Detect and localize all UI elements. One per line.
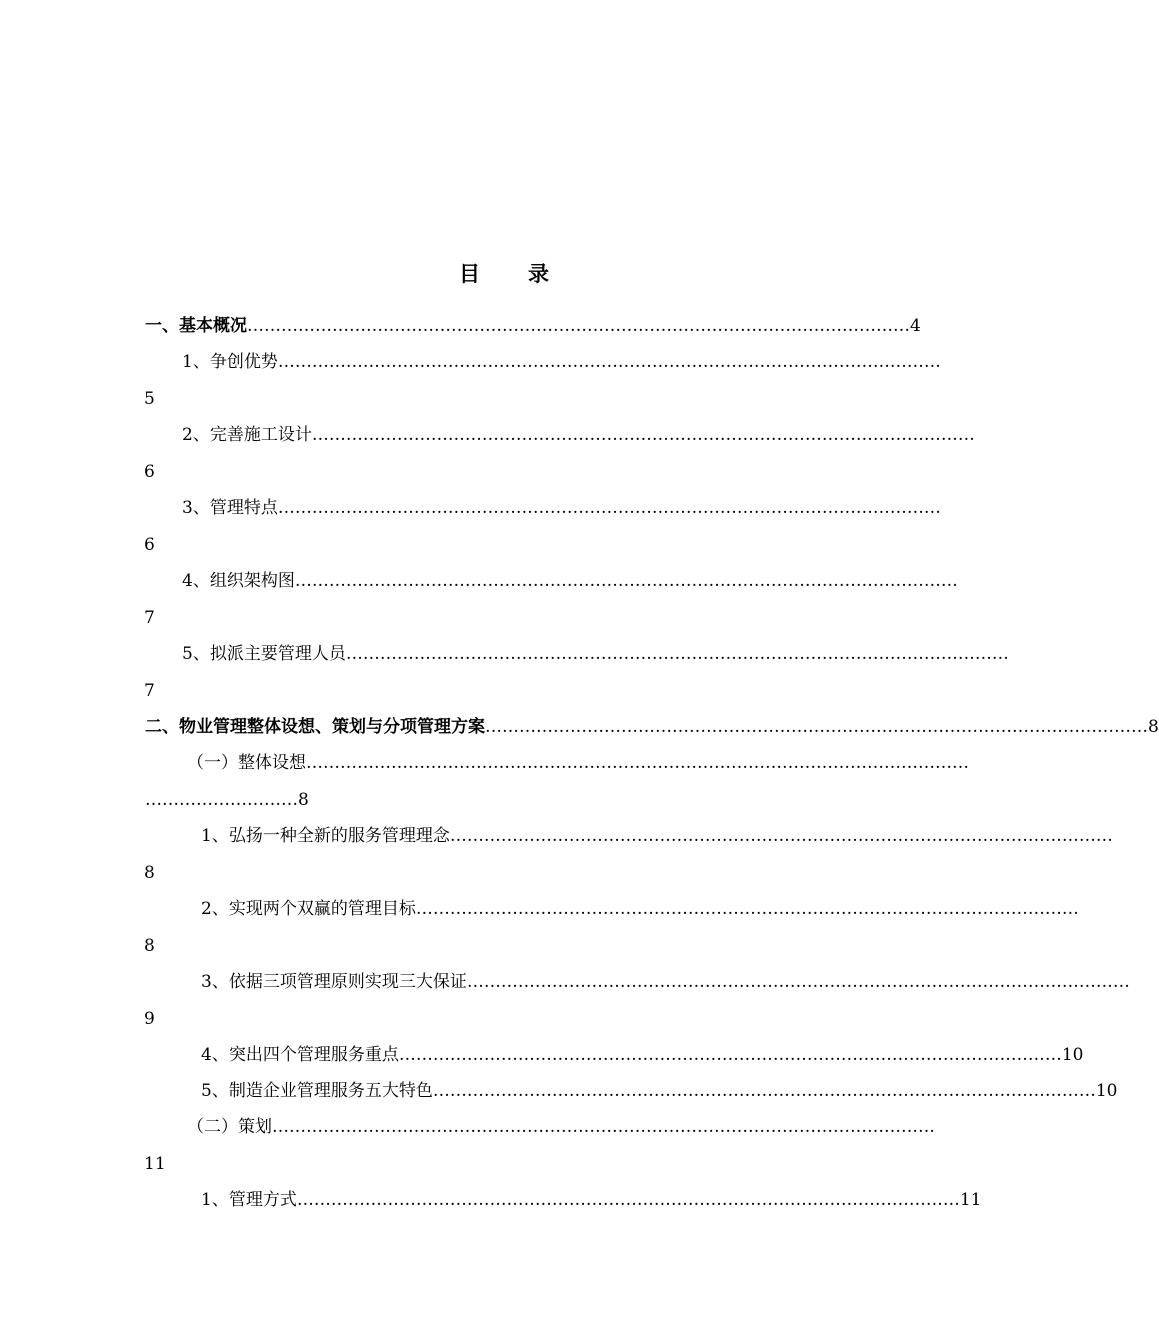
toc-title — [0, 258, 1008, 288]
toc-entry-label: 一、基本概况 — [145, 316, 247, 336]
toc-page-number: 8 — [1148, 717, 1159, 737]
toc-entry[interactable] — [0, 568, 958, 594]
toc-leader-dots: ……………………………………………………………………………………………………… — [311, 425, 975, 445]
toc-entry[interactable] — [0, 823, 1113, 849]
toc-leader-dots: ……………………………………………………………………………………………………… — [277, 352, 941, 372]
toc-page-number: 4 — [910, 316, 921, 336]
toc-entry[interactable] — [0, 495, 941, 521]
toc-entry[interactable] — [0, 896, 1079, 922]
toc-page-number-wrapped: 6 — [144, 535, 155, 555]
toc-leader-dots: ……………………………………………………………………………………………………… — [432, 1081, 1096, 1101]
toc-entry[interactable] — [0, 1042, 1084, 1068]
toc-leader-dots: ……………………………………………………………………………………………………… — [277, 498, 941, 518]
toc-leader-dots: ……………………………………………………………………………………………………… — [449, 826, 1113, 846]
toc-entry-label: 1、管理方式 — [201, 1190, 297, 1210]
toc-entry-label: 2、完善施工设计 — [182, 425, 312, 445]
toc-entry[interactable] — [0, 1187, 982, 1213]
toc-entry-label: 4、突出四个管理服务重点 — [201, 1045, 399, 1065]
toc-page-number-wrapped: 7 — [144, 608, 155, 628]
toc-title-char-1: 目 — [459, 262, 480, 286]
toc-page-number-wrapped: 9 — [144, 1009, 155, 1029]
toc-page-number: 11 — [959, 1190, 982, 1210]
toc-entry-label: 5、制造企业管理服务五大特色 — [201, 1081, 433, 1101]
toc-entry[interactable] — [0, 714, 1159, 740]
toc-entry-label: 2、实现两个双赢的管理目标 — [201, 899, 416, 919]
toc-leader-dots: ……………………………………………………………………………………………………… — [485, 717, 1148, 737]
toc-page-number: 10 — [1095, 1081, 1118, 1101]
toc-entry[interactable] — [0, 422, 975, 448]
toc-entry-label: 二、物业管理整体设想、策划与分项管理方案 — [145, 717, 485, 737]
toc-entry-label: 3、依据三项管理原则实现三大保证 — [201, 972, 467, 992]
toc-entry[interactable] — [0, 750, 969, 776]
toc-entry[interactable] — [0, 1114, 935, 1140]
toc-entry-label: 1、争创优势 — [182, 352, 278, 372]
toc-page-number-wrapped: 8 — [144, 863, 155, 883]
toc-title-char-2: 录 — [528, 262, 549, 286]
toc-leader-dots: ……………………………………………………………………………………………………… — [247, 316, 910, 336]
toc-entry-label: 3、管理特点 — [182, 498, 278, 518]
toc-entry-label: 4、组织架构图 — [182, 571, 295, 591]
toc-page-number-wrapped: 7 — [144, 681, 155, 701]
toc-entry-label: （二）策划 — [187, 1117, 272, 1137]
toc-entry-label: （一）整体设想 — [187, 753, 306, 773]
toc-page-number-wrapped: 5 — [144, 389, 155, 409]
toc-leader-dots: ……………………………………………………………………………………………………… — [306, 753, 969, 773]
toc-leader-dots: ……………………………………………………………………………………………………… — [345, 644, 1009, 664]
toc-entry[interactable] — [0, 969, 1130, 995]
toc-leader-dots: ……………………………………………………………………………………………………… — [272, 1117, 935, 1137]
toc-leader-dots: ……………………………………………………………………………………………………… — [466, 972, 1130, 992]
toc-page-number-wrapped: 11 — [144, 1154, 166, 1174]
toc-entry[interactable] — [0, 349, 941, 375]
toc-leader-dots: ……………………………………………………………………………………………………… — [398, 1045, 1062, 1065]
toc-entry-continuation — [0, 787, 309, 813]
toc-page-number: 10 — [1061, 1045, 1084, 1065]
toc-leader-dots: ……………………………………………………………………………………………………… — [415, 899, 1079, 919]
toc-entry[interactable] — [0, 1078, 1118, 1104]
toc-entry-label: 1、弘扬一种全新的服务管理理念 — [201, 826, 450, 846]
toc-leader-dots: ……………………………………………………………………………………………………… — [296, 1190, 960, 1210]
toc-page-number: 8 — [298, 790, 309, 810]
toc-leader-dots: ……………………… — [145, 790, 298, 810]
toc-entry[interactable] — [0, 313, 921, 339]
toc-leader-dots: ……………………………………………………………………………………………………… — [294, 571, 958, 591]
toc-page-number-wrapped: 8 — [144, 936, 155, 956]
toc-page-number-wrapped: 6 — [144, 462, 155, 482]
toc-entry-label: 5、拟派主要管理人员 — [182, 644, 346, 664]
toc-entry[interactable] — [0, 641, 1009, 667]
